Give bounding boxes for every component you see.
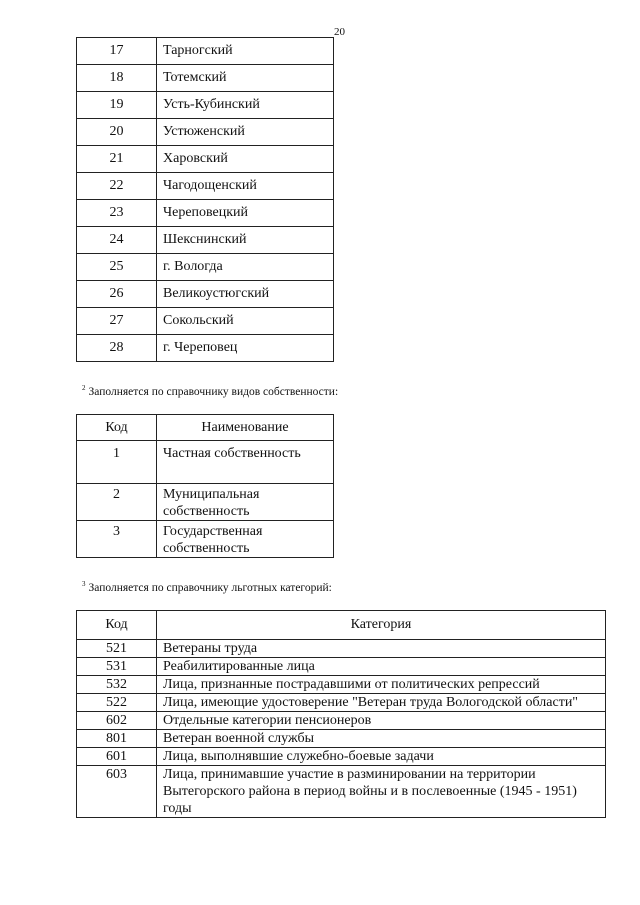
table-row — [77, 766, 606, 818]
footnote-text: Заполняется по справочнику видов собственности: — [88, 386, 339, 398]
table-row — [77, 200, 334, 227]
district-code: 18 — [77, 65, 157, 92]
table-row — [77, 173, 334, 200]
districts-table — [76, 37, 334, 362]
district-name: Сокольский — [157, 308, 334, 335]
table-row — [77, 748, 606, 766]
column-header-name: Наименование — [157, 415, 334, 441]
ownership-code: 1 — [77, 441, 157, 484]
district-name: Тотемский — [157, 65, 334, 92]
footnote-text: Заполняется по справочнику льготных категорий: — [88, 582, 332, 594]
table-row — [77, 227, 334, 254]
district-code: 19 — [77, 92, 157, 119]
district-name: Череповецкий — [157, 200, 334, 227]
table-row — [77, 146, 334, 173]
table-row — [77, 484, 334, 521]
table-row — [77, 254, 334, 281]
district-name: г. Вологда — [157, 254, 334, 281]
category-name: Реабилитированные лица — [157, 658, 606, 676]
footnote-benefits — [82, 580, 332, 594]
category-name: Лица, принимавшие участие в разминировании на территории Вытегорского района в период войны и в послевоенные (1945 - 1951) годы — [157, 766, 606, 818]
ownership-name: Государственная собственность — [157, 521, 334, 558]
district-code: 27 — [77, 308, 157, 335]
district-name: Усть-Кубинский — [157, 92, 334, 119]
table-row — [77, 521, 334, 558]
district-name: г. Череповец — [157, 335, 334, 362]
table-row — [77, 676, 606, 694]
district-name: Харовский — [157, 146, 334, 173]
category-code: 522 — [77, 694, 157, 712]
table-row — [77, 308, 334, 335]
district-code: 28 — [77, 335, 157, 362]
table-row — [77, 640, 606, 658]
table-row — [77, 281, 334, 308]
district-name: Устюженский — [157, 119, 334, 146]
district-code: 20 — [77, 119, 157, 146]
category-code: 531 — [77, 658, 157, 676]
district-code: 24 — [77, 227, 157, 254]
category-name: Лица, признанные пострадавшими от политических репрессий — [157, 676, 606, 694]
district-name: Чагодощенский — [157, 173, 334, 200]
footnote-ownership — [82, 384, 338, 398]
footnote-mark: 3 — [82, 580, 86, 588]
column-header-code: Код — [77, 415, 157, 441]
table-row — [77, 658, 606, 676]
column-header-category: Категория — [157, 611, 606, 640]
category-code: 603 — [77, 766, 157, 818]
category-code: 801 — [77, 730, 157, 748]
category-code: 532 — [77, 676, 157, 694]
ownership-code: 3 — [77, 521, 157, 558]
ownership-name: Муниципальная собственность — [157, 484, 334, 521]
table-row — [77, 694, 606, 712]
table-row — [77, 441, 334, 484]
table-row — [77, 335, 334, 362]
category-name: Отдельные категории пенсионеров — [157, 712, 606, 730]
table-row — [77, 730, 606, 748]
footnote-mark: 2 — [82, 384, 86, 392]
table-header-row — [77, 611, 606, 640]
category-name: Ветераны труда — [157, 640, 606, 658]
district-code: 26 — [77, 281, 157, 308]
ownership-table — [76, 414, 334, 558]
district-code: 22 — [77, 173, 157, 200]
category-code: 602 — [77, 712, 157, 730]
ownership-name: Частная собственность — [157, 441, 334, 484]
ownership-code: 2 — [77, 484, 157, 521]
benefit-categories-table — [76, 610, 606, 818]
table-row — [77, 92, 334, 119]
category-name: Лица, имеющие удостоверение "Ветеран труда Вологодской области" — [157, 694, 606, 712]
district-name: Тарногский — [157, 38, 334, 65]
district-code: 17 — [77, 38, 157, 65]
column-header-code: Код — [77, 611, 157, 640]
table-row — [77, 65, 334, 92]
district-code: 25 — [77, 254, 157, 281]
category-code: 521 — [77, 640, 157, 658]
category-code: 601 — [77, 748, 157, 766]
table-header-row — [77, 415, 334, 441]
district-code: 21 — [77, 146, 157, 173]
category-name: Ветеран военной службы — [157, 730, 606, 748]
district-name: Великоустюгский — [157, 281, 334, 308]
category-name: Лица, выполнявшие служебно-боевые задачи — [157, 748, 606, 766]
page-number: 20 — [334, 26, 345, 38]
table-row — [77, 38, 334, 65]
district-code: 23 — [77, 200, 157, 227]
district-name: Шекснинский — [157, 227, 334, 254]
table-row — [77, 712, 606, 730]
table-row — [77, 119, 334, 146]
